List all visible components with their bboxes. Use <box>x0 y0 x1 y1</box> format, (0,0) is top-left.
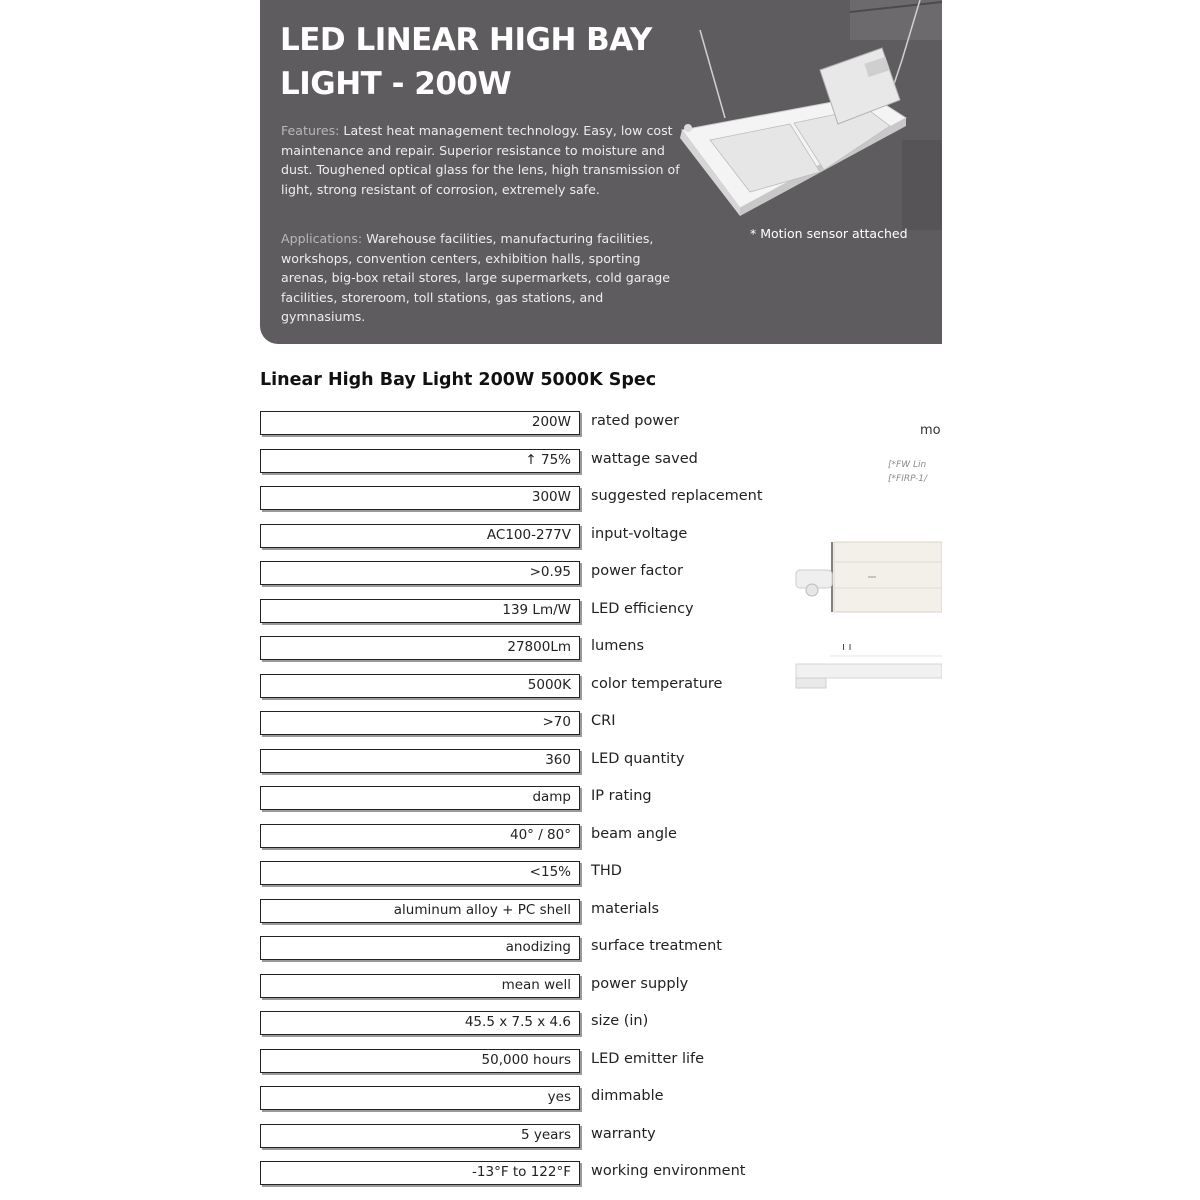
spec-row <box>0 1085 800 1113</box>
spec-value: 360 <box>260 749 580 773</box>
spec-value: aluminum alloy + PC shell <box>260 899 580 923</box>
spec-row <box>0 410 800 438</box>
spec-value: 139 Lm/W <box>260 599 580 623</box>
spec-value: 300W <box>260 486 580 510</box>
spec-label: LED emitter life <box>591 1050 705 1067</box>
suspension-wire-left <box>700 30 725 118</box>
spec-value: >0.95 <box>260 561 580 585</box>
spec-value: <15% <box>260 861 580 885</box>
spec-label: size (in) <box>591 1013 649 1029</box>
side-heading: mo <box>920 423 941 438</box>
spec-value: 200W <box>260 411 580 435</box>
spec-row <box>0 560 800 588</box>
high-bay-fixture-image <box>670 0 942 230</box>
spec-value: -13°F to 122°F <box>260 1161 580 1185</box>
spec-label: wattage saved <box>591 450 698 467</box>
spec-label: LED efficiency <box>591 600 694 617</box>
spec-row <box>0 935 800 963</box>
spec-row <box>0 748 800 776</box>
spec-row <box>0 448 800 476</box>
fixture-side-view <box>796 664 942 678</box>
applications-text: Warehouse facilities, manufacturing facilities, workshops, convention centers, exhibition halls, sporting arenas, big-box retail stores, large supermarkets, cold garage facilities, storeroom, toll stations, gas stations, and gymnasiums. <box>281 231 671 325</box>
side-view-tick: ı ı <box>842 640 852 653</box>
spec-value: 27800Lm <box>260 636 580 660</box>
spec-table <box>0 410 800 1190</box>
fixture-side-bracket <box>796 678 826 688</box>
spec-row <box>0 898 800 926</box>
applications-paragraph <box>281 229 691 327</box>
spec-label: surface treatment <box>591 938 722 954</box>
spec-label: CRI <box>591 713 616 729</box>
spec-row <box>0 710 800 738</box>
spec-value: 50,000 hours <box>260 1049 580 1073</box>
spec-value: >70 <box>260 711 580 735</box>
title-line-1: LED LINEAR HIGH BAY <box>280 22 652 58</box>
spec-label: power factor <box>591 563 683 579</box>
spec-row <box>0 1160 800 1188</box>
spec-label: working environment <box>591 1163 746 1179</box>
spec-row <box>0 860 800 888</box>
spec-row <box>0 598 800 626</box>
page-title <box>280 18 680 106</box>
spec-title: Linear High Bay Light 200W 5000K Spec <box>260 370 657 390</box>
spec-value: anodizing <box>260 936 580 960</box>
spec-row <box>0 1010 800 1038</box>
spec-label: input-voltage <box>591 525 688 542</box>
spec-row <box>0 785 800 813</box>
dimension-diagram <box>790 410 942 710</box>
spec-value: 5000K <box>260 674 580 698</box>
spec-row <box>0 823 800 851</box>
hero-panel <box>260 0 942 344</box>
spec-label: rated power <box>591 413 680 429</box>
motion-sensor <box>684 124 692 132</box>
spec-row <box>0 1123 800 1151</box>
spec-label: lumens <box>591 638 645 654</box>
spec-label: warranty <box>591 1125 656 1142</box>
spec-label: THD <box>591 863 622 879</box>
spec-row <box>0 635 800 663</box>
spec-value: yes <box>260 1086 580 1110</box>
spec-row <box>0 485 800 513</box>
spec-label: dimmable <box>591 1088 664 1104</box>
spec-value: 45.5 x 7.5 x 4.6 <box>260 1011 580 1035</box>
spec-value: mean well <box>260 974 580 998</box>
spec-value: AC100-277V <box>260 524 580 548</box>
spec-label: LED quantity <box>591 750 685 767</box>
spec-label: power supply <box>591 975 689 992</box>
spec-value: damp <box>260 786 580 810</box>
features-label: Features: <box>281 123 340 138</box>
spec-label: color temperature <box>591 675 723 692</box>
spec-label: materials <box>591 900 660 917</box>
spec-value: 40° / 80° <box>260 824 580 848</box>
motion-sensor-note: * Motion sensor attached <box>750 226 908 241</box>
spec-label: suggested replacement <box>591 488 763 504</box>
spec-row <box>0 673 800 701</box>
spec-row <box>0 1048 800 1076</box>
features-paragraph <box>281 121 691 199</box>
side-model-line-1: [*FW Lin <box>888 460 927 470</box>
spec-value: 5 years <box>260 1124 580 1148</box>
spec-label: beam angle <box>591 825 677 842</box>
title-line-2: LIGHT - 200W <box>280 66 512 102</box>
fixture-top-view <box>834 542 942 612</box>
spec-label: IP rating <box>591 788 652 804</box>
spec-row <box>0 523 800 551</box>
spec-value: ↑ 75% <box>260 449 580 473</box>
side-model-line-2: [*FIRP-1/ <box>888 474 928 484</box>
fixture-sensor-circle <box>806 584 818 596</box>
features-text: Latest heat management technology. Easy, low cost maintenance and repair. Superior resistance to moisture and dust. Toughened optical glass for the lens, high transmission of light, strong resistant of corrosion, extremely safe. <box>281 123 680 197</box>
spec-row <box>0 973 800 1001</box>
applications-label: Applications: <box>281 231 363 246</box>
background-wall <box>902 140 942 230</box>
